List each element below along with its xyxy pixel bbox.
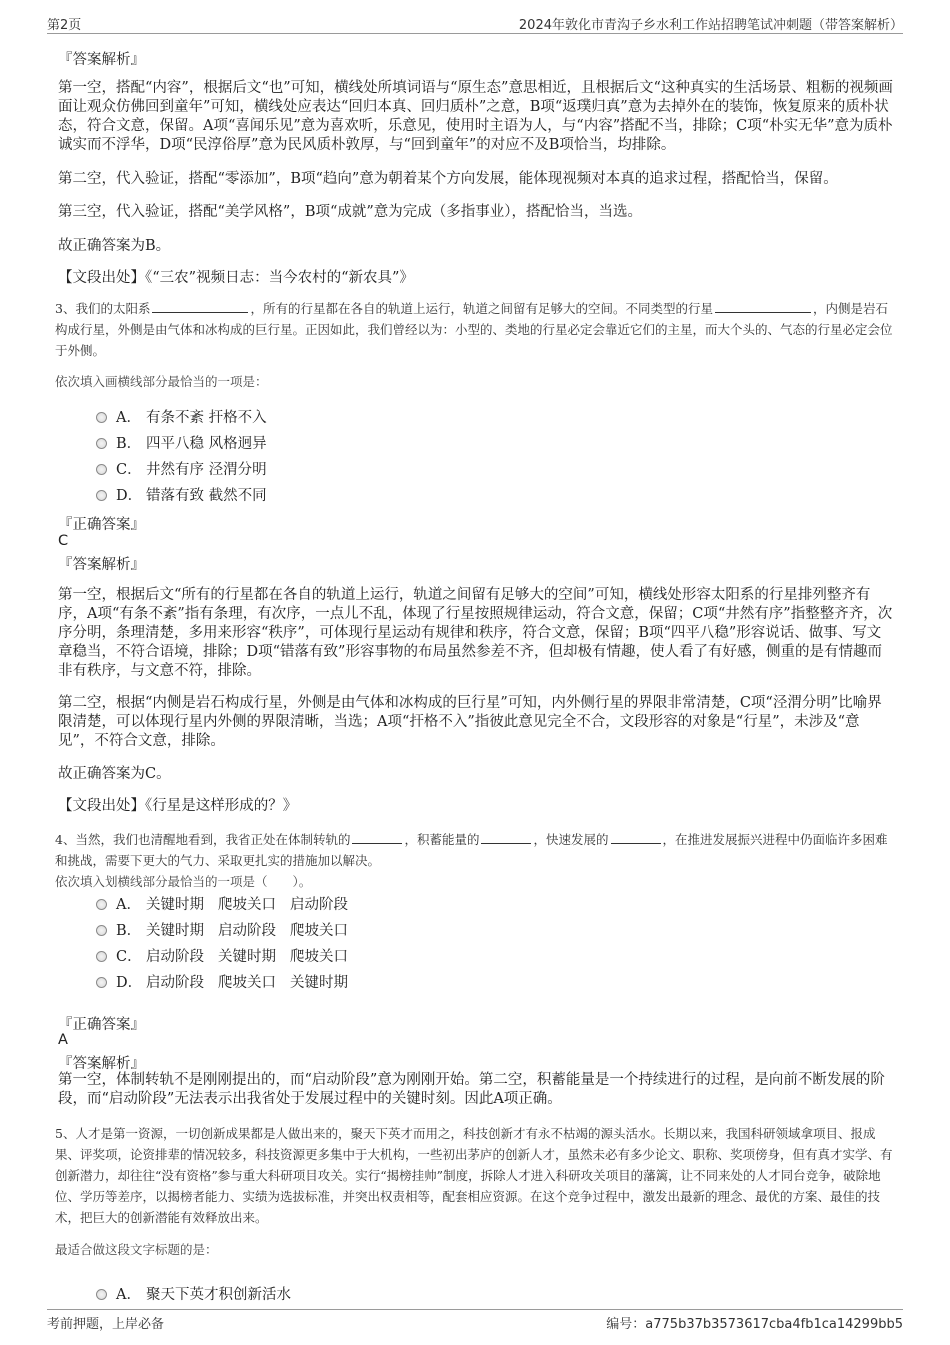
option-text: 井然有序 泾渭分明 [146,462,267,478]
question-3-option-a[interactable] [96,406,267,428]
question-4-text-part-2: ，积蓄能量的 [404,832,480,847]
document-title: 2024年敦化市青沟子乡水利工作站招聘笔试冲刺题（带答案解析） [518,18,903,33]
q2-analysis-paragraph-1: 第一空，搭配“内容”，根据后文“也”可知，横线处所填词语与“原生态”意思相近，且根据后文“这种真实的生活场景、粗粝的视频画面让观众仿佛回到童年”可知，横线处应表达“回归本真、回归质朴”之意，B项“返璞归真”意为去掉外在的装饰，恢复原来的质朴状态，符合文意，保留。A项“喜闻乐见”意为喜欢听，乐意见，使用时主语为人，与“内容”搭配不当，排除；C项“朴实无华”意为质朴诚实而不浮华，D项“民淳俗厚”意为民风质朴敦厚，与“回到童年”的对应不及B项恰当，均排除。 [58,80,893,153]
q3-analysis-paragraph-1: 第一空，根据后文“所有的行星都在各自的轨道上运行，轨道之间留有足够大的空间”可知，横线处形容太阳系的行星排列整齐有序，A项“有条不紊”指有条理，有次序，一点儿不乱，体现了行星按照规律运动，符合文意，保留；C项“井然有序”指整整齐齐，次序分明，条理清楚，多用来形容“秩序”，可体现行星运动有规律和秩序，符合文意，保留；B项“四平八稳”形容说话、做事、写文章稳当，不符合语境，排除；D项“错落有致”形容事物的布局虽然参差不齐，但却极有情趣，使人看了有好感，侧重的是有情趣而非有秩序，与文意不符，排除。 [58,587,893,679]
option-segment: 启动阶段 [146,949,204,965]
fill-blank [611,831,661,844]
option-segment: 启动阶段 [146,975,204,991]
question-4-answer: A [58,1032,68,1048]
option-text: 错落有致 截然不同 [146,488,267,504]
question-4-text-part-4: ，在推进发展振兴进程中仍面临许多困难和挑战，需要下更大的气力、采取更扎实的措施加以解决。 [55,832,888,868]
radio-button-icon[interactable] [96,899,107,910]
footer-divider [47,1309,903,1310]
option-letter: A． [116,897,141,913]
question-4-option-c[interactable] [96,945,362,967]
question-4-text-part-3: ，快速发展的 [533,832,609,847]
option-letter: A． [116,410,141,426]
question-3-text [55,298,898,361]
option-text: 聚天下英才积创新活水 [146,1287,291,1303]
question-5-prompt: 最适合做这段文字标题的是： [55,1242,218,1257]
question-3-prompt: 依次填入画横线部分最恰当的一项是： [55,374,268,389]
option-letter: A． [116,1287,141,1303]
radio-button-icon[interactable] [96,925,107,936]
radio-button-icon[interactable] [96,951,107,962]
q3-source: 【文段出处】《行星是这样形成的？》 [58,798,298,814]
question-3-text-part-3: ，内侧是岩石构成行星，外侧是由气体和冰构成的巨行星。正因如此，我们曾经以为：小型的、类地的行星必定会靠近它们的主星，而大个头的、气态的行星必定会位于外侧。 [55,301,893,358]
option-segment: 爬坡关口 [290,923,348,939]
fill-blank [715,300,811,313]
option-segment: 爬坡关口 [290,949,348,965]
question-4-option-b[interactable] [96,919,362,941]
fill-blank [152,300,248,313]
option-segment: 关键时期 [218,949,276,965]
q3-conclusion: 故正确答案为C。 [58,766,171,782]
question-4-option-a[interactable] [96,893,362,915]
option-segment: 启动阶段 [290,897,348,913]
question-4-text-part-1: 4、当然，我们也清醒地看到，我省正处在体制转轨的 [55,832,351,847]
radio-button-icon[interactable] [96,1289,107,1300]
option-letter: B． [116,923,142,939]
option-letter: C． [116,462,142,478]
analysis-label: 『答案解析』 [58,1056,145,1072]
correct-answer-label: 『正确答案』 [58,517,145,533]
option-letter: D． [116,975,143,991]
q4-analysis: 第一空，体制转轨不是刚刚提出的，而“启动阶段”意为刚刚开始。第二空，积蓄能量是一个持续进行的过程，是向前不断发展的阶段，而“启动阶段”无法表示出我省处于发展过程中的关键时刻。因此A项正确。 [58,1072,885,1107]
page-number: 第2页 [47,18,82,33]
question-4-prompt: 依次填入划横线部分最恰当的一项是（ ）。 [55,874,312,889]
question-3-answer: C [58,533,69,549]
option-segment: 关键时期 [290,975,348,991]
document-id: 编号：a775b37b3573617cba4fb1ca14299bb5 [606,1317,903,1332]
fill-blank [352,831,402,844]
question-3-option-c[interactable] [96,458,267,480]
header-divider [47,33,903,34]
option-text: 四平八稳 风格迥异 [146,436,267,452]
option-segment: 启动阶段 [218,923,276,939]
radio-button-icon[interactable] [96,977,107,988]
q2-analysis-paragraph-2: 第二空，代入验证，搭配“零添加”，B项“趋向”意为朝着某个方向发展，能体现视频对本真的追求过程，搭配恰当，保留。 [58,171,838,187]
question-3-text-part-1: 3、我们的太阳系 [55,301,151,316]
question-3-option-b[interactable] [96,432,267,454]
question-5-text: 5、人才是第一资源，一切创新成果都是人做出来的，聚天下英才而用之，科技创新才有永不枯竭的源头活水。长期以来，我国科研领域拿项目、报成果、评奖项，论资排辈的情况较多，科技资源更多集中于大机构，一些初出茅庐的创新人才，虽然未必有多少论文、职称、奖项傍身，但有真才实学、有创新潜力，却往往“没有资格”参与重大科研项目攻关。实行“揭榜挂帅”制度，拆除人才进入科研攻关项目的藩篱，让不同来处的人才同台竞争，破除地位、学历等差序，以揭榜者能力、实绩为选拔标准，并突出权责相等，配套相应资源。在这个竞争过程中，激发出最新的理念、最优的方案、最佳的技术，把巨大的创新潜能有效释放出来。 [55,1126,893,1225]
analysis-label: 『答案解析』 [58,557,145,573]
radio-button-icon[interactable] [96,412,107,423]
q2-source: 【文段出处】《“三农”视频日志：当今农村的“新农具”》 [58,270,414,286]
option-letter: D． [116,488,143,504]
option-segment: 爬坡关口 [218,897,276,913]
radio-button-icon[interactable] [96,464,107,475]
q2-conclusion: 故正确答案为B。 [58,238,171,254]
option-segment: 关键时期 [146,923,204,939]
radio-button-icon[interactable] [96,490,107,501]
analysis-label: 『答案解析』 [58,52,145,68]
option-segment: 关键时期 [146,897,204,913]
question-4-text [55,829,898,871]
question-3-text-part-2: ，所有的行星都在各自的轨道上运行，轨道之间留有足够大的空间。不同类型的行星 [250,301,713,316]
q3-analysis-paragraph-2: 第二空，根据“内侧是岩石构成行星，外侧是由气体和冰构成的巨行星”可知，内外侧行星的界限非常清楚，C项“泾渭分明”比喻界限清楚，可以体现行星内外侧的界限清晰，当选；A项“扞格不入”指彼此意见完全不合，文段形容的对象是“行星”，未涉及“意见”，不符合文意，排除。 [58,695,882,749]
question-4-option-d[interactable] [96,971,362,993]
option-letter: B． [116,436,142,452]
q2-analysis-paragraph-3: 第三空，代入验证，搭配“美学风格”，B项“成就”意为完成（多指事业），搭配恰当，当选。 [58,204,643,220]
footer-slogan: 考前押题，上岸必备 [47,1317,165,1332]
correct-answer-label: 『正确答案』 [58,1017,145,1033]
option-text: 有条不紊 扞格不入 [146,410,267,426]
option-segment: 爬坡关口 [218,975,276,991]
option-letter: C． [116,949,142,965]
fill-blank [481,831,531,844]
question-5-option-a[interactable] [96,1283,291,1305]
question-3-option-d[interactable] [96,484,267,506]
radio-button-icon[interactable] [96,438,107,449]
